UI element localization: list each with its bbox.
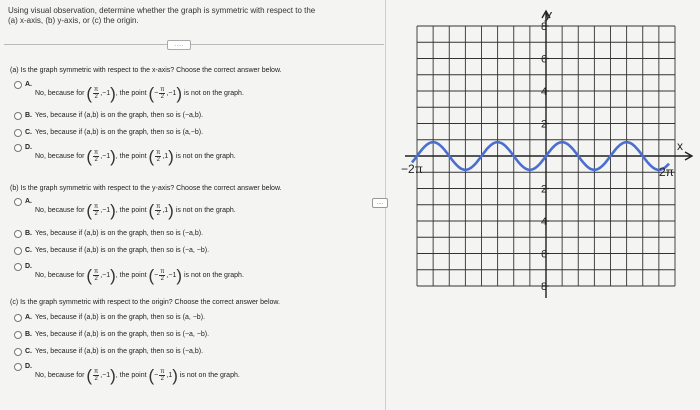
- header-divider: [4, 44, 384, 45]
- y-tick-label: 4: [541, 86, 548, 98]
- fraction: $\frac{\pi}{2}$: [94, 150, 99, 163]
- part-a-option-a[interactable]: A. No, because for ( $\frac{\pi}{2}$ ,−1 ) , the point ( − $\frac{\pi}{2}$ ,−1 ) is not on the graph.: [14, 80, 244, 97]
- part-b-prompt: (b) Is the graph symmetric with respect to the y-axis? Choose the correct answer below.: [10, 185, 282, 192]
- x-min-tick-label: −2π: [401, 162, 423, 176]
- radio-button[interactable]: [14, 247, 22, 255]
- fraction: $\frac{\pi}{2}$: [160, 269, 165, 282]
- part-b-option-b[interactable]: B. Yes, because if (a,b) is on the graph, then so is (−a,b).: [14, 229, 203, 238]
- fraction: $\frac{\pi}{2}$: [94, 369, 99, 382]
- fraction: $\frac{\pi}{2}$: [160, 87, 165, 100]
- part-c-option-d[interactable]: D. No, because for ( $\frac{\pi}{2}$ ,−1 ) , the point ( − $\frac{\pi}{2}$ ,1 ) is not on the graph.: [14, 362, 240, 379]
- fraction: $\frac{\pi}{2}$: [94, 269, 99, 282]
- radio-button[interactable]: [14, 129, 22, 137]
- fraction: $\frac{\pi}{2}$: [94, 204, 99, 217]
- fraction: $\frac{\pi}{2}$: [156, 150, 161, 163]
- part-a-option-d[interactable]: D. No, because for ( $\frac{\pi}{2}$ ,−1 ) , the point ( $\frac{\pi}{2}$ ,1 ) is not on the graph.: [14, 143, 236, 160]
- x-max-tick-label: 2π: [659, 165, 674, 179]
- part-a-prompt: (a) Is the graph symmetric with respect to the x-axis? Choose the correct answer below.: [10, 67, 282, 74]
- y-tick-label: 2: [541, 118, 548, 131]
- radio-button[interactable]: [14, 81, 22, 89]
- part-a-option-b[interactable]: B. Yes, because if (a,b) is on the graph, then so is (−a,b).: [14, 111, 203, 120]
- radio-button[interactable]: [14, 112, 22, 120]
- radio-button[interactable]: [14, 363, 22, 371]
- question-line-1: Using visual observation, determine whether the graph is symmetric with respect to the: [8, 6, 316, 15]
- function-graph: [395, 8, 695, 403]
- question-header: [8, 6, 348, 26]
- y-tick-label: 8: [541, 21, 548, 33]
- radio-button[interactable]: [14, 198, 22, 206]
- y-tick-label: 2: [541, 183, 548, 196]
- radio-button[interactable]: [14, 331, 22, 339]
- expand-more-button[interactable]: .....: [167, 40, 191, 50]
- radio-button[interactable]: [14, 263, 22, 271]
- graph-panel: [395, 8, 695, 403]
- x-axis-label: x: [677, 139, 683, 153]
- part-c-option-b[interactable]: B. Yes, because if (a,b) is on the graph, then so is (−a, −b).: [14, 330, 209, 339]
- part-c-option-a[interactable]: A. Yes, because if (a,b) is on the graph, then so is (a, −b).: [14, 313, 205, 322]
- y-tick-label: 6: [541, 248, 548, 261]
- panel-resize-handle[interactable]: ....: [372, 198, 388, 208]
- part-b-option-d[interactable]: D. No, because for ( $\frac{\pi}{2}$ ,−1 ) , the point ( − $\frac{\pi}{2}$ ,−1 ) is not on the graph.: [14, 262, 244, 279]
- radio-button[interactable]: [14, 144, 22, 152]
- y-tick-label: 4: [541, 216, 548, 228]
- fraction: $\frac{\pi}{2}$: [160, 369, 165, 382]
- y-axis-label: y: [545, 8, 552, 22]
- question-line-2: (a) x-axis, (b) y-axis, or (c) the origin.: [8, 16, 139, 25]
- radio-button[interactable]: [14, 348, 22, 356]
- part-c-prompt: (c) Is the graph symmetric with respect to the origin? Choose the correct answer below.: [10, 299, 281, 306]
- part-b-option-c[interactable]: C. Yes, because if (a,b) is on the graph, then so is (−a, −b).: [14, 246, 209, 255]
- fraction: $\frac{\pi}{2}$: [94, 87, 99, 100]
- part-b-option-a[interactable]: A. No, because for ( $\frac{\pi}{2}$ ,−1 ) , the point ( $\frac{\pi}{2}$ ,1 ) is not on the graph.: [14, 197, 236, 214]
- part-a-option-c[interactable]: C. Yes, because if (a,b) is on the graph, then so is (a,−b).: [14, 128, 203, 137]
- radio-button[interactable]: [14, 230, 22, 238]
- radio-button[interactable]: [14, 314, 22, 322]
- y-tick-label: 6: [541, 53, 548, 66]
- y-tick-label: 8: [541, 281, 548, 293]
- part-c-option-c[interactable]: C. Yes, because if (a,b) is on the graph, then so is (−a,b).: [14, 347, 203, 356]
- fraction: $\frac{\pi}{2}$: [156, 204, 161, 217]
